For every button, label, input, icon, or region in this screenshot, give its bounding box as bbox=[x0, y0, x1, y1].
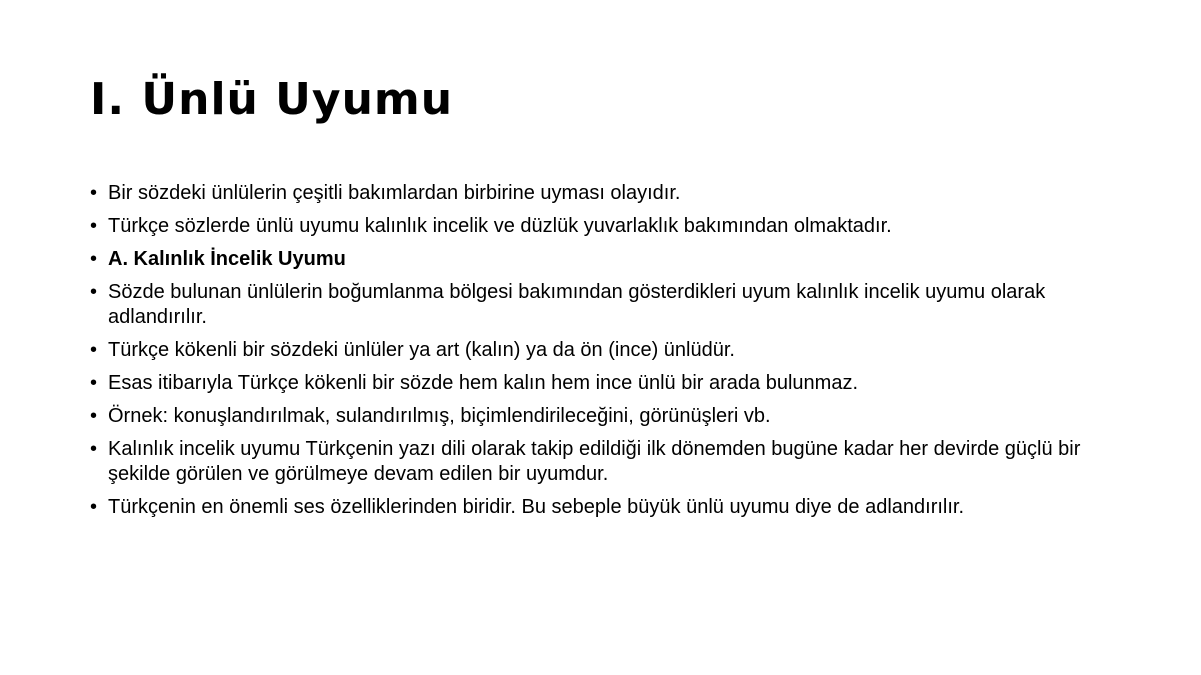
bullet-icon: • bbox=[90, 215, 98, 237]
bullet-icon: • bbox=[90, 405, 98, 427]
bullet-icon: • bbox=[90, 248, 98, 270]
bullet-icon: • bbox=[90, 182, 98, 204]
section-heading-item bbox=[90, 247, 1110, 272]
bullet-item bbox=[90, 181, 1110, 206]
slide-title: I. Ünlü Uyumu bbox=[90, 74, 454, 125]
bullet-item bbox=[90, 495, 1110, 520]
bullet-icon: • bbox=[90, 372, 98, 394]
bullet-text: Bir sözdeki ünlülerin çeşitli bakımlardan birbirine uyması olayıdır. bbox=[108, 182, 681, 204]
bullet-icon: • bbox=[90, 496, 98, 518]
bullet-item bbox=[90, 214, 1110, 239]
bullet-item bbox=[90, 404, 1110, 429]
bullet-item bbox=[90, 371, 1110, 396]
bullet-text: Esas itibarıyla Türkçe kökenli bir sözde hem kalın hem ince ünlü bir arada bulunmaz. bbox=[108, 372, 858, 394]
bullet-text: Sözde bulunan ünlülerin boğumlanma bölgesi bakımından gösterdikleri uyum kalınlık incelik uyumu olarak adlandırılır. bbox=[108, 281, 1046, 328]
bullet-item bbox=[90, 280, 1110, 330]
bullet-item bbox=[90, 338, 1110, 363]
bullet-text: Örnek: konuşlandırılmak, sulandırılmış, biçimlendirileceğini, görünüşleri vb. bbox=[108, 405, 771, 427]
bullet-text: Türkçe sözlerde ünlü uyumu kalınlık incelik ve düzlük yuvarlaklık bakımından olmaktadır. bbox=[108, 215, 892, 237]
bullet-icon: • bbox=[90, 281, 98, 303]
bullet-icon: • bbox=[90, 438, 98, 460]
section-heading-text: A. Kalınlık İncelik Uyumu bbox=[108, 248, 346, 270]
bullet-text: Türkçe kökenli bir sözdeki ünlüler ya art (kalın) ya da ön (ince) ünlüdür. bbox=[108, 339, 735, 361]
bullet-list bbox=[90, 181, 1110, 528]
bullet-text: Türkçenin en önemli ses özelliklerinden biridir. Bu sebeple büyük ünlü uyumu diye de adlandırılır. bbox=[108, 496, 965, 518]
bullet-text: Kalınlık incelik uyumu Türkçenin yazı dili olarak takip edildiği ilk dönemden bugüne kadar her devirde güçlü bir şekilde görülen ve görülmeye devam edilen bir uyumdur. bbox=[108, 438, 1081, 485]
bullet-icon: • bbox=[90, 339, 98, 361]
bullet-item bbox=[90, 437, 1110, 487]
